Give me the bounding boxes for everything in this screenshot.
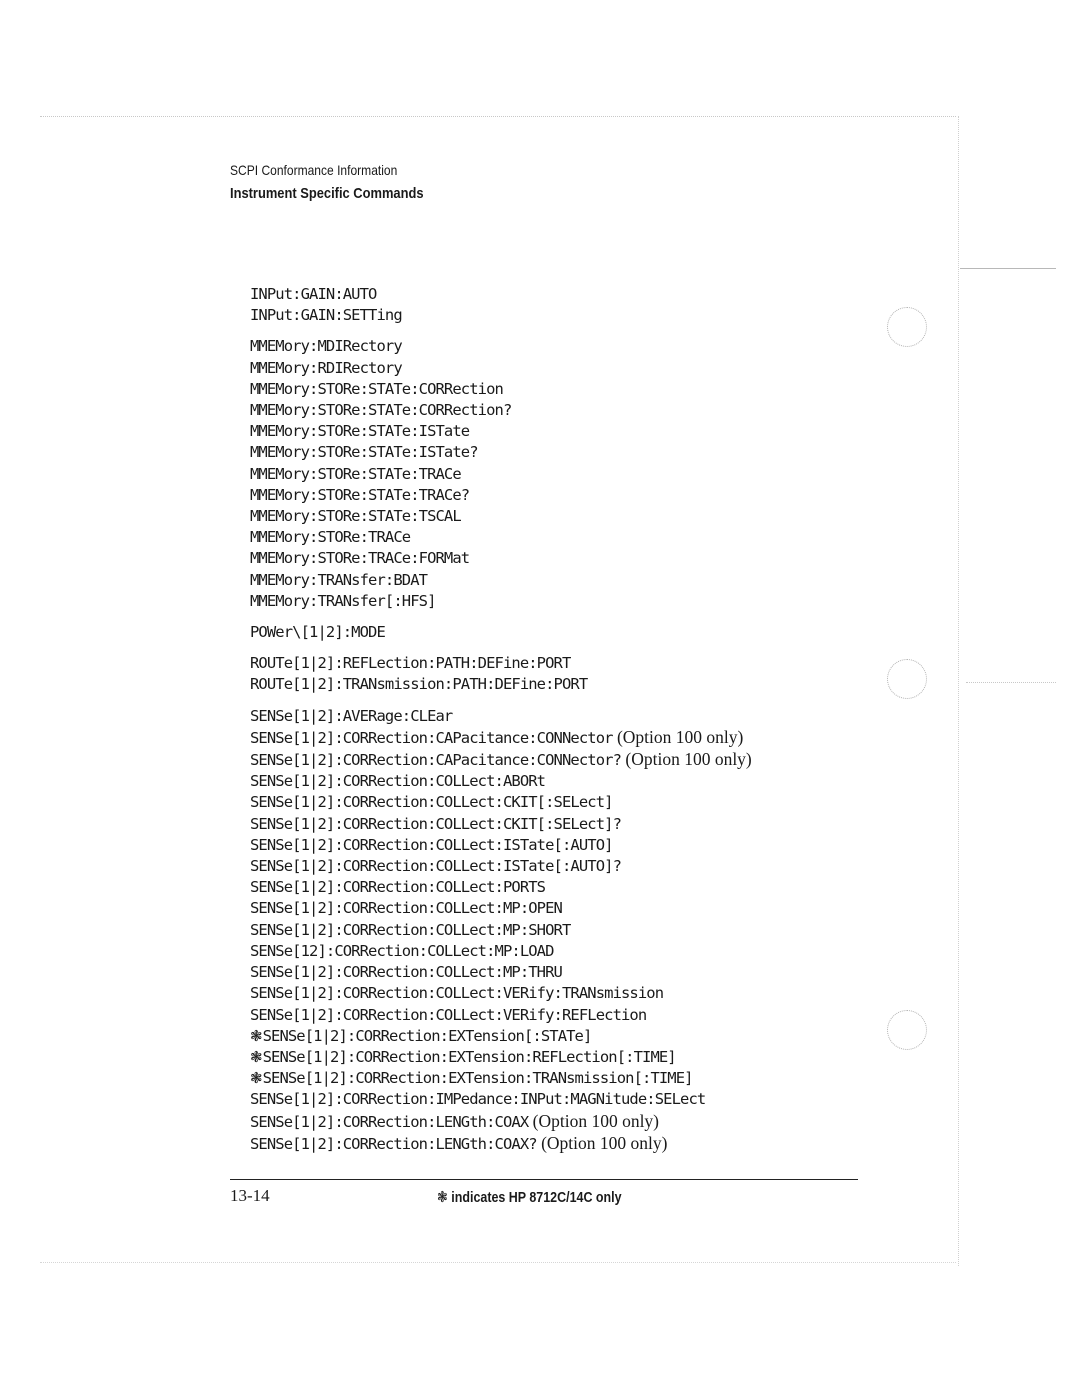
command-text: SENSe[1|2]:CORRection:EXTension:TRANsmission[:TIME] <box>262 1069 693 1088</box>
command-line <box>250 1005 752 1026</box>
binder-hole <box>887 307 927 347</box>
command-text: ROUTe[1|2]:REFLection:PATH:DEFine:PORT <box>250 654 571 673</box>
command-text: SENSe[1|2]:CORRection:COLLect:MP:OPEN <box>250 899 562 918</box>
binder-hole <box>887 659 927 699</box>
command-text: SENSe[1|2]:CORRection:LENGth:COAX <box>250 1112 529 1131</box>
command-text: SENSe[1|2]:CORRection:COLLect:VERify:REFLection <box>250 1005 647 1024</box>
command-list <box>250 284 752 1165</box>
command-line <box>250 856 752 877</box>
command-line <box>250 464 752 485</box>
command-text: SENSe[1|2]:AVERage:CLEar <box>250 706 453 725</box>
command-text: MMEMory:STORe:STATe:TSCAL <box>250 507 461 526</box>
command-line <box>250 506 752 527</box>
command-line <box>250 727 752 749</box>
page-edge-mark <box>960 268 1056 269</box>
command-line <box>250 421 752 442</box>
command-group <box>250 284 752 326</box>
option-note: (Option 100 only) <box>536 1132 668 1153</box>
command-text: SENSe[1|2]:CORRection:IMPedance:INPut:MAGNitude:SELect <box>250 1090 706 1109</box>
command-text: SENSe[1|2]:CORRection:COLLect:PORTS <box>250 878 546 897</box>
command-line <box>250 814 752 835</box>
command-text: MMEMory:TRANsfer:BDAT <box>250 570 428 589</box>
section-title: Instrument Specific Commands <box>230 185 424 202</box>
command-text: MMEMory:STORe:STATe:TRACe <box>250 464 461 483</box>
command-line <box>250 622 752 643</box>
command-text: MMEMory:STORe:TRACe <box>250 528 411 547</box>
command-line <box>250 771 752 792</box>
hp-model-mark-icon: ❃ <box>437 1188 448 1206</box>
running-title: SCPI Conformance Information <box>230 162 398 178</box>
command-text: MMEMory:TRANsfer[:HFS] <box>250 591 436 610</box>
command-line <box>250 1089 752 1110</box>
command-text: SENSe[1|2]:CORRection:EXTension[:STATe] <box>262 1026 592 1045</box>
command-text: SENSe[1|2]:CORRection:CAPacitance:CONNector <box>250 728 613 747</box>
command-line <box>250 400 752 421</box>
command-line <box>250 983 752 1004</box>
command-text: POWer\[1|2]:MODE <box>250 623 385 642</box>
command-text: SENSe[1|2]:CORRection:COLLect:CKIT[:SELect] <box>250 793 613 812</box>
binder-hole <box>887 1010 927 1050</box>
command-line <box>250 1047 752 1068</box>
command-text: SENSe[1|2]:CORRection:COLLect:ISTate[:AUTO] <box>250 835 613 854</box>
page-number: 13-14 <box>230 1186 270 1205</box>
scan-border-right <box>958 116 959 1266</box>
footer-rule <box>230 1179 858 1180</box>
command-group <box>250 336 752 612</box>
command-text: MMEMory:STORe:STATe:ISTate? <box>250 443 478 462</box>
command-line <box>250 1111 752 1133</box>
command-text: ROUTe[1|2]:TRANsmission:PATH:DEFine:PORT <box>250 675 588 694</box>
command-text: SENSe[1|2]:CORRection:COLLect:ABORt <box>250 772 546 791</box>
command-group <box>250 622 752 643</box>
command-line <box>250 485 752 506</box>
command-line <box>250 442 752 463</box>
command-line <box>250 1068 752 1089</box>
hp-model-mark-icon: ❃ <box>250 1026 263 1045</box>
command-text: SENSe[1|2]:CORRection:CAPacitance:CONNector? <box>250 751 621 770</box>
command-text: SENSe[1|2]:CORRection:COLLect:ISTate[:AUTO]? <box>250 857 621 876</box>
command-text: SENSe[1|2]:CORRection:COLLect:MP:SHORT <box>250 920 571 939</box>
command-line <box>250 674 752 695</box>
command-line <box>250 358 752 379</box>
command-line <box>250 941 752 962</box>
command-text: MMEMory:STORe:STATe:TRACe? <box>250 485 470 504</box>
command-line <box>250 1133 752 1155</box>
command-line <box>250 792 752 813</box>
command-line <box>250 898 752 919</box>
command-line <box>250 706 752 727</box>
command-line <box>250 284 752 305</box>
command-text: INPut:GAIN:AUTO <box>250 285 377 303</box>
footnote <box>437 1188 622 1206</box>
command-line <box>250 920 752 941</box>
page-edge-mark <box>966 682 1056 683</box>
command-text: SENSe[1|2]:CORRection:EXTension:REFLection[:TIME] <box>262 1047 676 1066</box>
command-text: MMEMory:STORe:STATe:ISTate <box>250 422 470 441</box>
command-line <box>250 570 752 591</box>
command-text: MMEMory:STORe:STATe:CORRection? <box>250 401 512 420</box>
command-text: SENSe[1|2]:CORRection:LENGth:COAX? <box>250 1134 537 1153</box>
command-text: INPut:GAIN:SETTing <box>250 306 402 325</box>
command-line <box>250 1026 752 1047</box>
command-line <box>250 336 752 357</box>
command-line <box>250 379 752 400</box>
command-line <box>250 527 752 548</box>
footnote-text: indicates HP 8712C/14C only <box>447 1190 622 1206</box>
command-group <box>250 706 752 1155</box>
command-text: SENSe[12]:CORRection:COLLect:MP:LOAD <box>250 941 554 960</box>
command-line <box>250 962 752 983</box>
command-text: MMEMory:MDIRectory <box>250 337 402 356</box>
option-note: (Option 100 only) <box>612 726 744 747</box>
option-note: (Option 100 only) <box>621 749 752 770</box>
command-line <box>250 591 752 612</box>
command-line <box>250 749 752 771</box>
command-group <box>250 653 752 695</box>
command-text: MMEMory:STORe:TRACe:FORMat <box>250 549 470 568</box>
command-line <box>250 653 752 674</box>
command-text: SENSe[1|2]:CORRection:COLLect:CKIT[:SELect]? <box>250 814 621 833</box>
command-line <box>250 835 752 856</box>
command-line <box>250 877 752 898</box>
command-line <box>250 548 752 569</box>
scan-border-bottom <box>40 1262 956 1263</box>
command-text: SENSe[1|2]:CORRection:COLLect:VERify:TRANsmission <box>250 984 664 1003</box>
command-text: SENSe[1|2]:CORRection:COLLect:MP:THRU <box>250 963 562 982</box>
command-text: MMEMory:STORe:STATe:CORRection <box>250 379 503 398</box>
command-line <box>250 305 752 326</box>
option-note: (Option 100 only) <box>528 1110 660 1131</box>
hp-model-mark-icon: ❃ <box>250 1047 263 1066</box>
scan-border-top <box>40 116 956 117</box>
command-text: MMEMory:RDIRectory <box>250 358 402 377</box>
hp-model-mark-icon: ❃ <box>250 1069 263 1088</box>
